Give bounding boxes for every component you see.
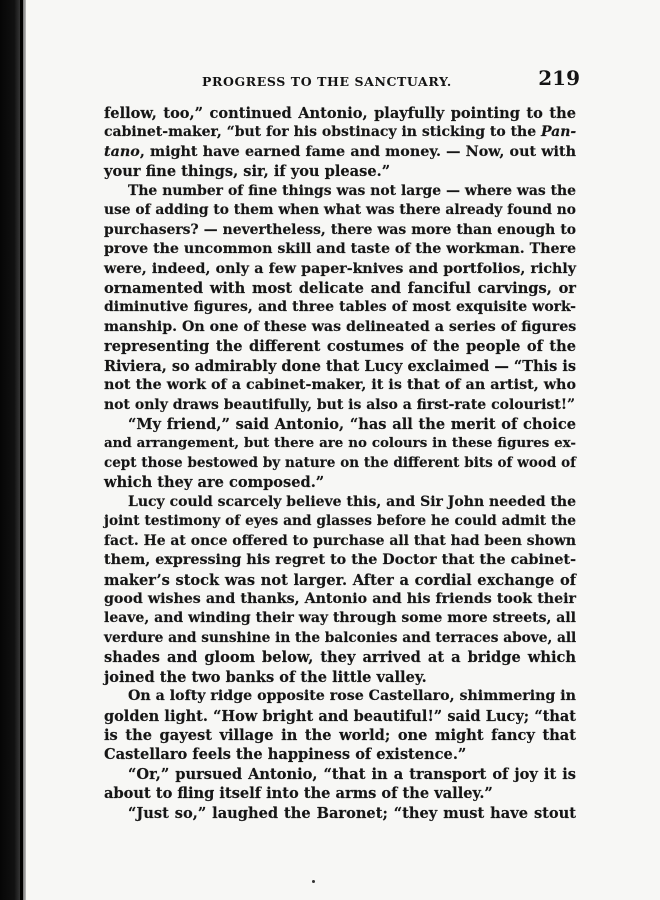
text-line: good wishes and thanks, Antonio and his friends took their <box>104 590 576 607</box>
text-line: “Just so,” laughed the Baronet; “they must have stout <box>128 804 576 822</box>
text-line: fellow, too,” continued Antonio, playfully pointing to the <box>104 105 576 122</box>
running-title: PROGRESS TO THE SANCTUARY. <box>202 74 452 89</box>
text-line: use of adding to them when what was there already found no <box>104 202 576 219</box>
text-line: Riviera, so admirably done that Lucy exclaimed — “This is <box>104 357 576 375</box>
text-line: joint testimony of eyes and glasses before he could admit the <box>104 513 576 530</box>
text-line: is the gayest village in the world; one might fancy that <box>104 727 576 744</box>
text-line: about to fling itself into the arms of the valley.” <box>104 785 493 803</box>
body-text <box>104 104 576 823</box>
text-line: not the work of a cabinet-maker, it is that of an artist, who <box>104 377 576 394</box>
text-line: The number of fine things was not large — where was the <box>128 182 576 199</box>
text-line: Lucy could scarcely believe this, and Sir John needed the <box>128 493 576 510</box>
text-line: diminutive figures, and three tables of most exquisite work- <box>104 299 576 316</box>
text-line: “My friend,” said Antonio, “has all the merit of choice <box>128 416 576 433</box>
scan-edge-line <box>20 0 23 900</box>
text-line: leave, and winding their way through some more streets, all <box>104 610 576 627</box>
text-line: “Or,” pursued Antonio, “that in a transport of joy it is <box>128 765 576 783</box>
text-line: verdure and sunshine in the balconies and terraces above, all <box>104 629 577 646</box>
text-line: prove the uncommon skill and taste of the workman. There <box>104 241 577 258</box>
text-line: not only draws beautifully, but is also a first-rate colourist!” <box>104 396 576 413</box>
text-line: and arrangement, but there are no colours in these figures ex- <box>104 435 576 452</box>
text-line: shades and gloom below, they arrived at a bridge which <box>104 649 576 667</box>
text-line: manship. On one of these was delineated a series of figures <box>104 318 577 335</box>
text-line: Castellaro feels the happiness of existence.” <box>104 746 467 764</box>
text-line: purchasers? — nevertheless, there was more than enough to <box>104 221 576 238</box>
text-line: your fine things, sir, if you please.” <box>104 163 391 181</box>
page-number: 219 <box>538 66 580 90</box>
text-line: On a lofty ridge opposite rose Castellaro, shimmering in <box>128 688 576 705</box>
text-line: them, expressing his regret to the Doctor that the cabinet- <box>104 552 576 569</box>
text-line: were, indeed, only a few paper-knives and portfolios, richly <box>104 260 576 277</box>
text-line: cabinet-maker, “but for his obstinacy in sticking to the Pan- <box>104 124 577 141</box>
text-line: which they are composed.” <box>104 474 325 492</box>
text-line: fact. He at once offered to purchase all that had been shown <box>104 532 576 549</box>
text-line: cept those bestowed by nature on the different bits of wood of <box>104 454 576 471</box>
text-line: maker’s stock was not larger. After a cordial exchange of <box>104 571 576 589</box>
text-line: joined the two banks of the little valley. <box>104 668 427 686</box>
ink-speck <box>312 880 315 883</box>
text-line: ornamented with most delicate and fanciful carvings, or <box>104 279 576 297</box>
text-line: tano, might have earned fame and money. — Now, out with <box>104 143 576 160</box>
text-line: golden light. “How bright and beautiful!” said Lucy; “that <box>104 707 576 725</box>
page-header <box>104 66 580 96</box>
text-line: representing the different costumes of the people of the <box>104 338 576 356</box>
